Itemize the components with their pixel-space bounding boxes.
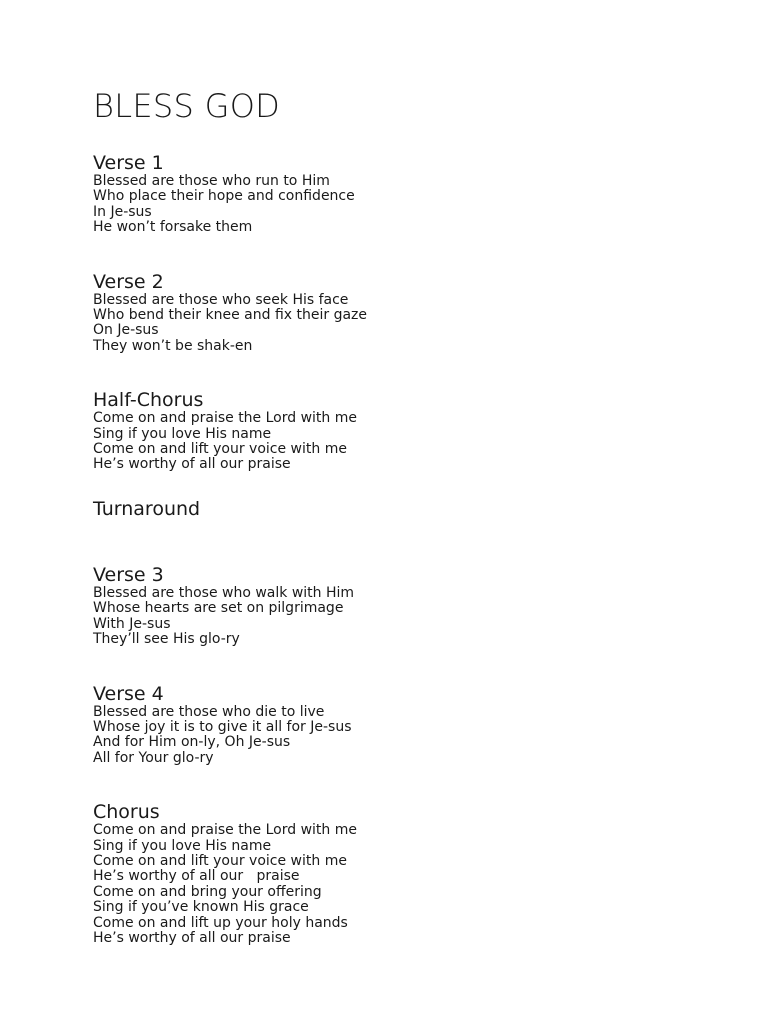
section-half-chorus: [93, 389, 733, 473]
lyric-line: Blessed are those who seek His face: [93, 291, 349, 308]
lyric-line: Who bend their knee and fix their gaze: [93, 307, 368, 324]
song-title: BLESS GOD: [93, 87, 281, 125]
lyrics-page: [93, 86, 733, 946]
lyric-line: Come on and lift your voice with me: [93, 852, 347, 869]
lyric-line: Come on and praise the Lord with me: [93, 822, 357, 839]
section-verse-1: [93, 152, 733, 236]
lyric-line: With Je-sus: [93, 615, 171, 632]
lyric-line: Whose hearts are set on pilgrimage: [93, 600, 344, 617]
lyric-line: He’s worthy of all our praise: [93, 456, 291, 473]
lyric-line: He’s worthy of all our praise: [93, 868, 300, 885]
lyric-line: Blessed are those who walk with Him: [93, 584, 355, 601]
section-heading: Verse 2: [93, 270, 164, 293]
lyric-line: Come on and bring your offering: [93, 883, 322, 900]
section-verse-3: [93, 564, 733, 648]
lyric-line: Sing if you love His name: [93, 837, 272, 854]
lyric-line: Come on and praise the Lord with me: [93, 410, 357, 427]
lyric-line: In Je-sus: [93, 203, 152, 220]
section-turnaround: [93, 498, 733, 520]
section-heading: Verse 1: [93, 152, 164, 174]
section-heading: Chorus: [93, 801, 160, 824]
section-heading: Verse 3: [93, 563, 164, 586]
lyric-line: All for Your glo-ry: [93, 749, 214, 766]
lyric-line: Whose joy it is to give it all for Je-sus: [93, 718, 352, 735]
section-verse-4: [93, 683, 733, 767]
section-chorus: [93, 801, 733, 946]
lyric-line: And for Him on-ly, Oh Je-sus: [93, 734, 291, 751]
lyric-line: They’ll see His glo-ry: [93, 631, 240, 648]
section-heading: Half-Chorus: [93, 389, 204, 412]
lyric-line: He’s worthy of all our praise: [93, 929, 291, 946]
lyric-line: Sing if you’ve known His grace: [93, 899, 309, 916]
lyric-line: He won’t forsake them: [93, 219, 253, 236]
lyric-line: Come on and lift your voice with me: [93, 441, 347, 458]
lyric-line: On Je-sus: [93, 322, 159, 339]
lyric-line: Blessed are those who run to Him: [93, 173, 330, 189]
section-verse-2: [93, 271, 733, 355]
lyric-line: Who place their hope and confidence: [93, 188, 355, 205]
section-heading: Verse 4: [93, 682, 164, 705]
lyric-line: Come on and lift up your holy hands: [93, 914, 348, 931]
lyric-line: Sing if you love His name: [93, 425, 272, 442]
section-heading: Turnaround: [93, 497, 201, 520]
lyric-line: They won’t be shak-en: [93, 337, 253, 354]
lyric-line: Blessed are those who die to live: [93, 703, 325, 720]
